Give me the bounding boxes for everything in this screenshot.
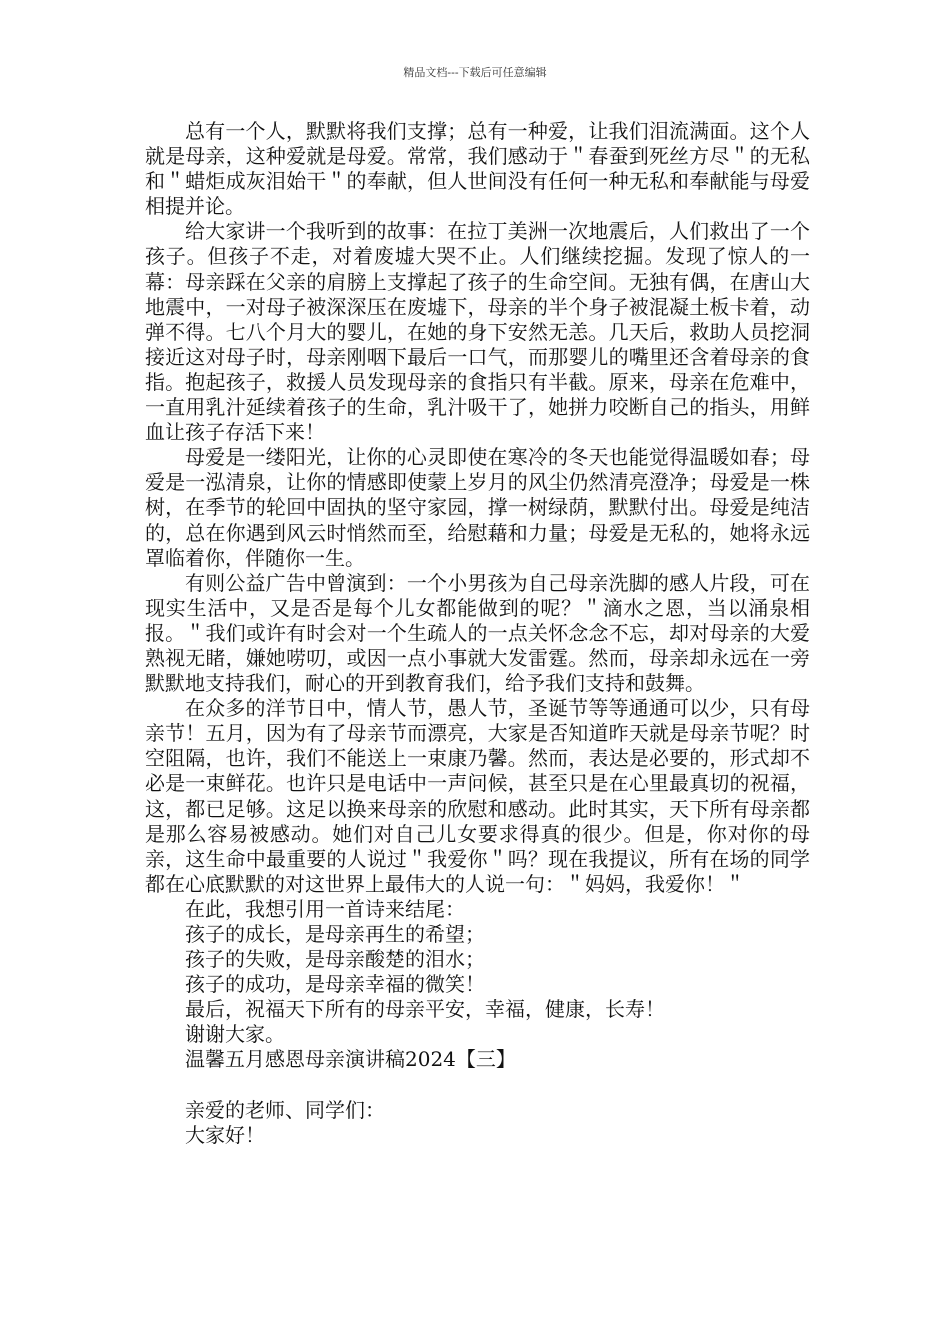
blank-line: [145, 1073, 810, 1098]
document-body: [145, 119, 810, 1148]
text-line: 谢谢大家。: [185, 1022, 285, 1047]
greeting: 大家好！: [185, 1122, 265, 1147]
section-title: 温馨五月感恩母亲演讲稿2024【三】: [185, 1047, 516, 1072]
poem-line: 孩子的成功，是母亲幸福的微笑！: [185, 972, 485, 997]
poem-line: 孩子的失败，是母亲酸楚的泪水；: [185, 947, 485, 972]
text-line: 最后，祝福天下所有的母亲平安，幸福，健康，长寿！: [185, 997, 665, 1022]
poem-line: 孩子的成长，是母亲再生的希望；: [185, 922, 485, 946]
paragraph: 母爱是一缕阳光，让你的心灵即使在寒冷的冬天也能觉得温暖如春；母爱是一泓清泉，让你的情感即使蒙上岁月的风尘仍然清亮澄净；母爱是一株树，在季节的轮回中固执的坚守家园，撑一树绿荫，默默付出。母爱是纯洁的，总在你遇到风云时悄然而至，给慰藉和力量；母爱是无私的，她将永远罩临着你，伴随你一生。: [145, 445, 810, 570]
paragraph: 给大家讲一个我听到的故事：在拉丁美洲一次地震后，人们救出了一个孩子。但孩子不走，对着废墟大哭不止。人们继续挖掘。发现了惊人的一幕：母亲踩在父亲的肩膀上支撑起了孩子的生命空间。无独有偶，在唐山大地震中，一对母子被深深压在废墟下，母亲的半个身子被混凝土板卡着，动弹不得。七八个月大的婴儿，在她的身下安然无恙。几天后，救助人员挖洞接近这对母子时，母亲刚咽下最后一口气，而那婴儿的嘴里还含着母亲的食指。抱起孩子，救援人员发现母亲的食指只有半截。原来，母亲在危难中，一直用乳汁延续着孩子的生命，乳汁吸干了，她拼力咬断自己的指头，用鲜血让孩子存活下来！: [145, 219, 810, 445]
paragraph: 在众多的洋节日中，情人节，愚人节，圣诞节等等通通可以少，只有母亲节！五月，因为有了母亲节而漂亮，大家是否知道昨天就是母亲节呢？时空阻隔，也许，我们不能送上一束康乃馨。然而，表达是必要的，形式却不必是一束鲜花。也许只是电话中一声问候，甚至只是在心里最真切的祝福，这，都已足够。这足以换来母亲的欣慰和感动。此时其实，天下所有母亲都是那么容易被感动。她们对自己儿女要求得真的很少。但是，你对你的母亲，这生命中最重要的人说过＂我爱你＂吗？现在我提议，所有在场的同学都在心底默默的对这世界上最伟大的人说一句：＂妈妈，我爱你！＂: [145, 696, 810, 896]
page-header: 精品文档---下载后可任意编辑: [403, 66, 547, 79]
paragraph: 有则公益广告中曾演到：一个小男孩为自己母亲洗脚的感人片段，可在现实生活中，又是否是每个儿女都能做到的呢？＂滴水之恩，当以涌泉相报。＂我们或许有时会对一个生疏人的一点关怀念念不忘，却对母亲的大爱熟视无睹，嫌她唠叨，或因一点小事就大发雷霆。然而，母亲却永远在一旁默默地支持我们，耐心的开到教育我们，给予我们支持和鼓舞。: [145, 570, 810, 696]
paragraph: 总有一个人，默默将我们支撑；总有一种爱，让我们泪流满面。这个人就是母亲，这种爱就是母爱。常常，我们感动于＂春蚕到死丝方尽＂的无私和＂蜡炬成灰泪始干＂的奉献，但人世间没有任何一种无私和奉献能与母爱相提并论。: [145, 119, 810, 219]
salutation: 亲爱的老师、同学们：: [185, 1097, 385, 1122]
text-line: 在此，我想引用一首诗来结尾：: [185, 896, 465, 921]
